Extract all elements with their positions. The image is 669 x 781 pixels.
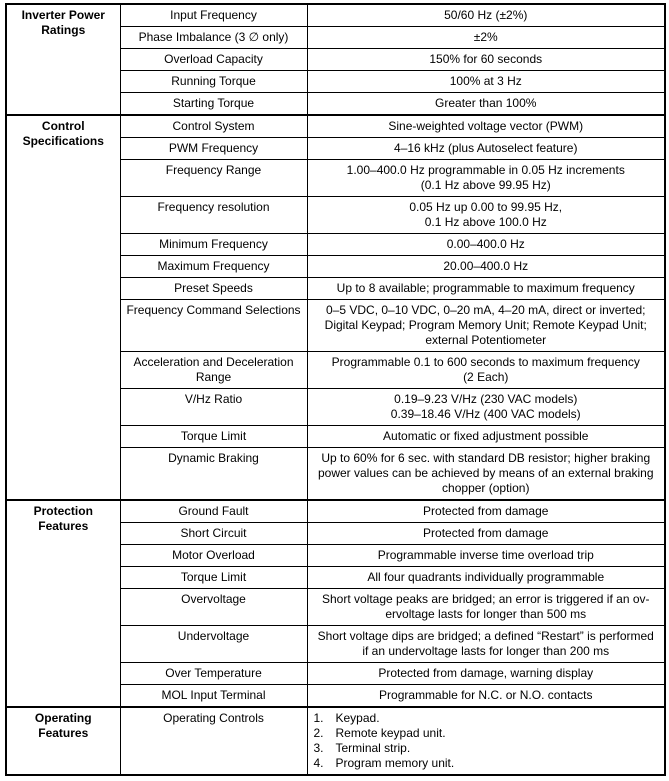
table-row (6, 4, 665, 27)
value-line: power values can be achieved by means of an external braking (317, 466, 654, 480)
parameter-cell: Input Frequency (120, 4, 307, 27)
value-cell (307, 300, 665, 352)
list-item (314, 726, 661, 741)
operating-controls-list (314, 711, 661, 771)
category-cell: Protection Features (6, 500, 120, 707)
value-cell (307, 545, 665, 567)
value-cell (307, 685, 665, 708)
value-line: 4–16 kHz (plus Autoselect feature) (394, 141, 578, 155)
value-line: Short voltage dips are bridged; a defined “Restart” is performed (317, 629, 654, 643)
parameter-cell: PWM Frequency (120, 138, 307, 160)
value-line: 100% at 3 Hz (449, 74, 522, 88)
value-cell (307, 626, 665, 663)
value-cell (307, 352, 665, 389)
value-line: Greater than 100% (435, 96, 537, 110)
value-line: ervoltage lasts for longer than 500 ms (385, 607, 587, 621)
parameter-cell: Motor Overload (120, 545, 307, 567)
value-line: Short voltage peaks are bridged; an error is triggered if an ov- (321, 592, 650, 606)
parameter-cell: Torque Limit (120, 567, 307, 589)
value-cell (307, 49, 665, 71)
value-cell (307, 138, 665, 160)
parameter-cell: MOL Input Terminal (120, 685, 307, 708)
parameter-cell: Minimum Frequency (120, 234, 307, 256)
value-cell (307, 663, 665, 685)
value-cell (307, 256, 665, 278)
value-cell (307, 500, 665, 523)
parameter-cell: Short Circuit (120, 523, 307, 545)
value-line: chopper (option) (442, 481, 530, 495)
value-line: 20.00–400.0 Hz (443, 259, 529, 273)
value-line: Protected from damage (423, 526, 549, 540)
table-row (6, 115, 665, 138)
parameter-cell: Over Temperature (120, 663, 307, 685)
value-line: 0–5 VDC, 0–10 VDC, 0–20 mA, 4–20 mA, direct or inverted; (326, 303, 646, 317)
parameter-cell: Overvoltage (120, 589, 307, 626)
category-cell: Operating Features (6, 707, 120, 775)
list-item (314, 741, 661, 756)
value-cell (307, 4, 665, 27)
value-cell (307, 278, 665, 300)
specifications-table (5, 3, 666, 776)
value-cell (307, 234, 665, 256)
value-line: Programmable for N.C. or N.O. contacts (379, 688, 593, 702)
specifications-table-body (6, 4, 665, 775)
value-line: 0.39–18.46 V/Hz (400 VAC models) (390, 407, 581, 421)
list-item-number: 3. (313, 741, 324, 755)
value-cell (307, 523, 665, 545)
list-item-text: Program memory unit. (335, 756, 455, 770)
parameter-cell: Phase Imbalance (3 ∅ only) (120, 27, 307, 49)
value-cell (307, 27, 665, 49)
value-line: 0.19–9.23 V/Hz (230 VAC models) (394, 392, 578, 406)
list-item-number: 2. (313, 726, 324, 740)
value-line: Automatic or fixed adjustment possible (383, 429, 589, 443)
parameter-cell: Starting Torque (120, 93, 307, 116)
table-row (6, 500, 665, 523)
parameter-cell: Dynamic Braking (120, 448, 307, 501)
value-cell (307, 567, 665, 589)
category-cell: Control Specifications (6, 115, 120, 500)
value-cell (307, 389, 665, 426)
parameter-cell: Control System (120, 115, 307, 138)
list-item-text: Remote keypad unit. (335, 726, 446, 740)
value-line: Protected from damage, warning display (378, 666, 594, 680)
value-line: (0.1 Hz above 99.95 Hz) (420, 178, 551, 192)
value-line: Up to 8 available; programmable to maximum frequency (336, 281, 635, 295)
parameter-cell: Frequency Range (120, 160, 307, 197)
value-line: Programmable 0.1 to 600 seconds to maximum frequency (331, 355, 640, 369)
value-cell (307, 707, 665, 775)
value-line: external Potentiometer (425, 333, 547, 347)
parameter-cell: V/Hz Ratio (120, 389, 307, 426)
parameter-cell: Preset Speeds (120, 278, 307, 300)
table-row (6, 707, 665, 775)
parameter-cell: Undervoltage (120, 626, 307, 663)
value-line: Protected from damage (423, 504, 549, 518)
value-line: All four quadrants individually programmable (367, 570, 605, 584)
list-item-text: Keypad. (335, 711, 380, 725)
value-cell (307, 589, 665, 626)
list-item (314, 711, 661, 726)
value-line: if an undervoltage lasts for longer than 200 ms (362, 644, 610, 658)
category-cell: Inverter Power Ratings (6, 4, 120, 115)
value-line: (2 Each) (463, 370, 509, 384)
parameter-cell: Ground Fault (120, 500, 307, 523)
value-line: 0.1 Hz above 100.0 Hz (424, 215, 547, 229)
value-cell (307, 426, 665, 448)
value-line: 1.00–400.0 Hz programmable in 0.05 Hz increments (346, 163, 625, 177)
parameter-cell: Acceleration and Deceleration Range (120, 352, 307, 389)
value-line: 150% for 60 seconds (429, 52, 543, 66)
list-item-text: Terminal strip. (335, 741, 411, 755)
parameter-cell: Overload Capacity (120, 49, 307, 71)
parameter-cell: Operating Controls (120, 707, 307, 775)
parameter-cell: Running Torque (120, 71, 307, 93)
value-line: Up to 60% for 6 sec. with standard DB resistor; higher braking (321, 451, 651, 465)
list-item (314, 756, 661, 771)
value-cell (307, 93, 665, 116)
value-line: Sine-weighted voltage vector (PWM) (388, 119, 584, 133)
parameter-cell: Torque Limit (120, 426, 307, 448)
value-cell (307, 448, 665, 501)
value-line: 0.00–400.0 Hz (446, 237, 525, 251)
value-line: 0.05 Hz up 0.00 to 99.95 Hz, (409, 200, 563, 214)
list-item-number: 1. (313, 711, 324, 725)
value-cell (307, 197, 665, 234)
value-line: 50/60 Hz (±2%) (444, 8, 528, 22)
parameter-cell: Frequency resolution (120, 197, 307, 234)
value-cell (307, 160, 665, 197)
list-item-number: 4. (313, 756, 324, 770)
parameter-cell: Maximum Frequency (120, 256, 307, 278)
value-line: ±2% (473, 30, 498, 44)
parameter-cell: Frequency Command Selections (120, 300, 307, 352)
value-cell (307, 115, 665, 138)
value-line: Digital Keypad; Program Memory Unit; Remote Keypad Unit; (324, 318, 647, 332)
value-cell (307, 71, 665, 93)
value-line: Programmable inverse time overload trip (377, 548, 594, 562)
